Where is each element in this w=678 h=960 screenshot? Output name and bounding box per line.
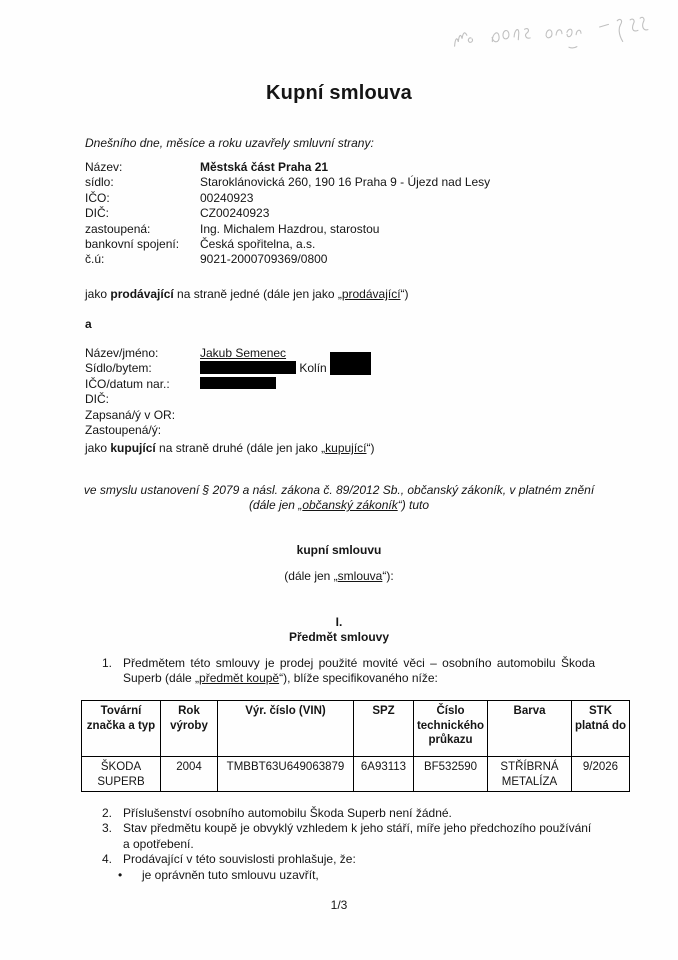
field-label: bankovní spojení: [85,237,180,252]
contract-alias-line: (dále jen „smlouva“): [284,569,394,583]
field-value: Česká spořitelna, a.s. [200,237,316,252]
field-label: zastoupená: [85,221,151,236]
table-row [82,757,630,792]
contract-alias: smlouva [337,569,383,583]
field-label: IČO: [85,190,110,205]
field-row [85,361,327,376]
list-text: je oprávněn tuto smlouvu uzavřít, [142,867,319,882]
list-text: Příslušenství osobního automobilu Škoda Superb není žádné. [123,806,452,820]
redaction-box [200,377,276,389]
role-alias: kupující [325,441,367,455]
list-item-4 [102,852,595,867]
role-text: jako [85,287,111,301]
field-value: CZ00240923 [200,206,270,221]
law-clause [0,483,678,514]
seller-block [85,160,490,268]
field-value: Staroklánovická 260, 190 16 Praha 9 - Újezd nad Lesy [200,175,491,190]
role-emphasis: prodávající [110,287,174,301]
field-label: DIČ: [85,206,109,221]
bullet-marker: • [118,867,123,882]
list-number: 3. [102,821,113,836]
redaction-box [330,352,371,375]
list-item-1 [102,656,595,687]
field-value: Jakub Semenec [200,346,287,360]
field-label: Název: [85,160,123,174]
section-heading-block [0,615,678,646]
table-cell: ŠKODA SUPERB [82,757,161,792]
role-text: jako [85,441,111,455]
field-value: Kolín [299,361,327,376]
field-row [85,206,490,221]
field-value: Městská část Praha 21 [200,160,329,174]
list-text: Předmětem této smlouvy je prodej použité movité věci – osobního automobilu Škoda Superb (dále „předmět koupě“), blíže specifikovaného níže: [123,656,595,686]
table-header-cell: STK platná do [572,701,630,757]
role-text: “) [400,287,409,301]
law-alias: občanský zákoník [302,498,398,513]
field-label: Sídlo/bytem: [85,361,152,376]
role-alias: prodávající [341,287,401,301]
table-cell: 6A93113 [354,757,414,792]
table-header-cell: Rok výroby [161,701,218,757]
field-value: 00240923 [200,190,254,205]
field-row [85,423,327,438]
list-item-3 [102,821,595,852]
table-header-cell: Tovární značka a typ [82,701,161,757]
list-item-4-bullet [102,868,595,883]
contract-name: kupní smlouvu [296,543,382,557]
table-cell: TMBBT63U649063879 [218,757,354,792]
field-row [85,175,490,190]
law-clause-line1: ve smyslu ustanovení § 2079 a násl. zákona č. 89/2012 Sb., občanský zákoník, v platném znění [83,483,595,497]
field-label: IČO/datum nar.: [85,376,170,391]
table-cell: 9/2026 [572,757,630,792]
redaction-box [200,361,296,374]
field-label: DIČ: [85,392,109,407]
field-row [85,191,490,206]
list-items-2-4 [102,806,595,883]
field-row [85,252,490,267]
field-row [85,222,490,237]
field-label: č.ú: [85,252,105,267]
page-number: 1/3 [330,898,348,912]
field-row [85,237,490,252]
role-text: na straně druhé (dále jen jako „ [155,441,326,455]
list-number: 4. [102,852,113,867]
section-number: I. [335,615,343,629]
role-text: na straně jedné (dále jen jako „ [173,287,342,301]
field-row [85,160,490,175]
field-row [85,346,327,361]
section-title: Předmět smlouvy [288,630,390,645]
field-value: Ing. Michalem Hazdrou, starostou [200,221,380,236]
table-header-cell: SPZ [354,701,414,757]
table-cell: STŘÍBRNÁ METALÍZA [488,757,572,792]
field-label: sídlo: [85,175,114,190]
list-text: Stav předmětu koupě je obvyklý vzhledem k jeho stáří, míře jeho předchozího používání a opotřebení. [123,821,592,851]
field-row [85,408,327,423]
list-number: 1. [102,656,113,670]
field-label: Zastoupená/ý: [85,423,162,438]
table-cell: BF532590 [414,757,488,792]
role-emphasis: kupující [110,441,156,455]
intro-line: Dnešního dne, měsíce a roku uzavřely smluvní strany: [85,136,374,150]
table-header-cell: Výr. číslo (VIN) [218,701,354,757]
table-header-row [82,701,630,757]
field-label: Zapsaná/ý v OR: [85,407,176,422]
table-header-cell: Číslo technického průkazu [414,701,488,757]
law-clause-line2: (dále jen „občanský zákoník“) tuto [248,498,430,513]
list-text: Prodávající v této souvislosti prohlašuje, že: [123,852,356,867]
field-row [85,392,327,407]
list-number: 2. [102,806,113,820]
conjunction: a [85,317,92,331]
field-row [85,377,327,392]
handwritten-annotation-icon [448,12,666,56]
field-value: 9021-2000709369/0800 [200,252,328,267]
seller-role-line [85,287,409,302]
table-header-cell: Barva [488,701,572,757]
field-label: Název/jméno: [85,346,159,360]
subject-alias: předmět koupě [199,671,280,686]
document-title: Kupní smlouva [266,82,412,104]
list-item-2 [102,806,595,821]
table-cell: 2004 [161,757,218,792]
vehicle-table [81,700,630,792]
buyer-role-line [85,441,375,456]
buyer-block [85,346,327,438]
role-text: “) [366,441,375,455]
